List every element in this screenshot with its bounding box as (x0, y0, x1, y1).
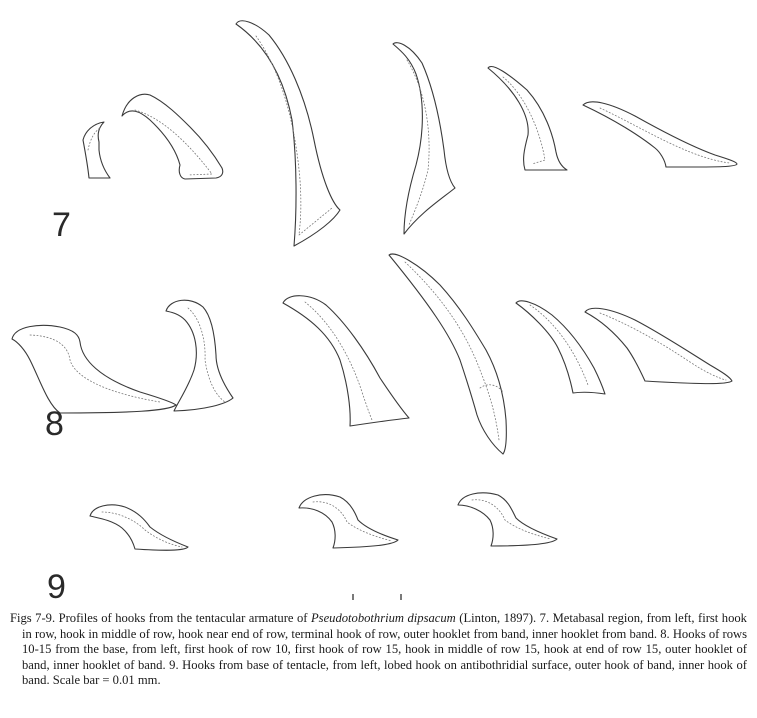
fig7-first-hook-in-row (83, 122, 110, 178)
fig7-outer-hooklet-from-band (488, 67, 567, 170)
fig7-hooks (83, 21, 737, 246)
fig8-hooks (12, 254, 732, 454)
fig9-lobed-hook-antibothridial (90, 505, 188, 550)
fig8-inner-hooklet-of-band (585, 308, 732, 383)
caption-species-name: Pseudotobothrium dipsacum (310, 611, 456, 625)
fig8-outer-hooklet-of-band (516, 301, 605, 394)
fig7-hook-middle-of-row (122, 94, 223, 179)
fig7-inner-hooklet-from-band (583, 102, 737, 167)
fig9-outer-hook-of-band (299, 495, 398, 548)
fig8-first-hook-row-15 (166, 300, 233, 411)
caption-lead: Figs 7-9. Profiles of hooks from the tentacular armature of (10, 611, 311, 625)
fig8-hook-middle-of-row-15 (283, 296, 409, 426)
figure-caption (10, 611, 747, 689)
fig7-hook-near-end-of-row (236, 21, 340, 246)
figure-label-9: 9 (47, 568, 66, 606)
figure-label-8: 8 (45, 405, 64, 443)
caption-body: (Linton, 1897). 7. Metabasal region, from left, first hook in row, hook in middle of row, hook near end of row, terminal hook of row, outer hooklet from band, inner hooklet from band. 8. Hooks of rows 10-15 from the base, from left, first hook of row 10, first hook of row 15, hook in middle of row 15, hook at end of row 15, outer hooklet of band, inner hooklet of band. 9. Hooks from base of tentacle, from left, lobed hook on antibothridial surface, outer hook of band, inner hook of band. Scale bar = 0.01 mm. (22, 611, 747, 688)
figure-label-7: 7 (52, 206, 71, 244)
fig8-hook-at-end-of-row-15 (389, 254, 506, 454)
fig7-terminal-hook-of-row (393, 43, 455, 234)
fig9-inner-hook-of-band (458, 493, 557, 546)
scale-bar (353, 594, 401, 600)
fig8-first-hook-row-10 (12, 325, 176, 413)
fig9-hooks (90, 493, 557, 550)
